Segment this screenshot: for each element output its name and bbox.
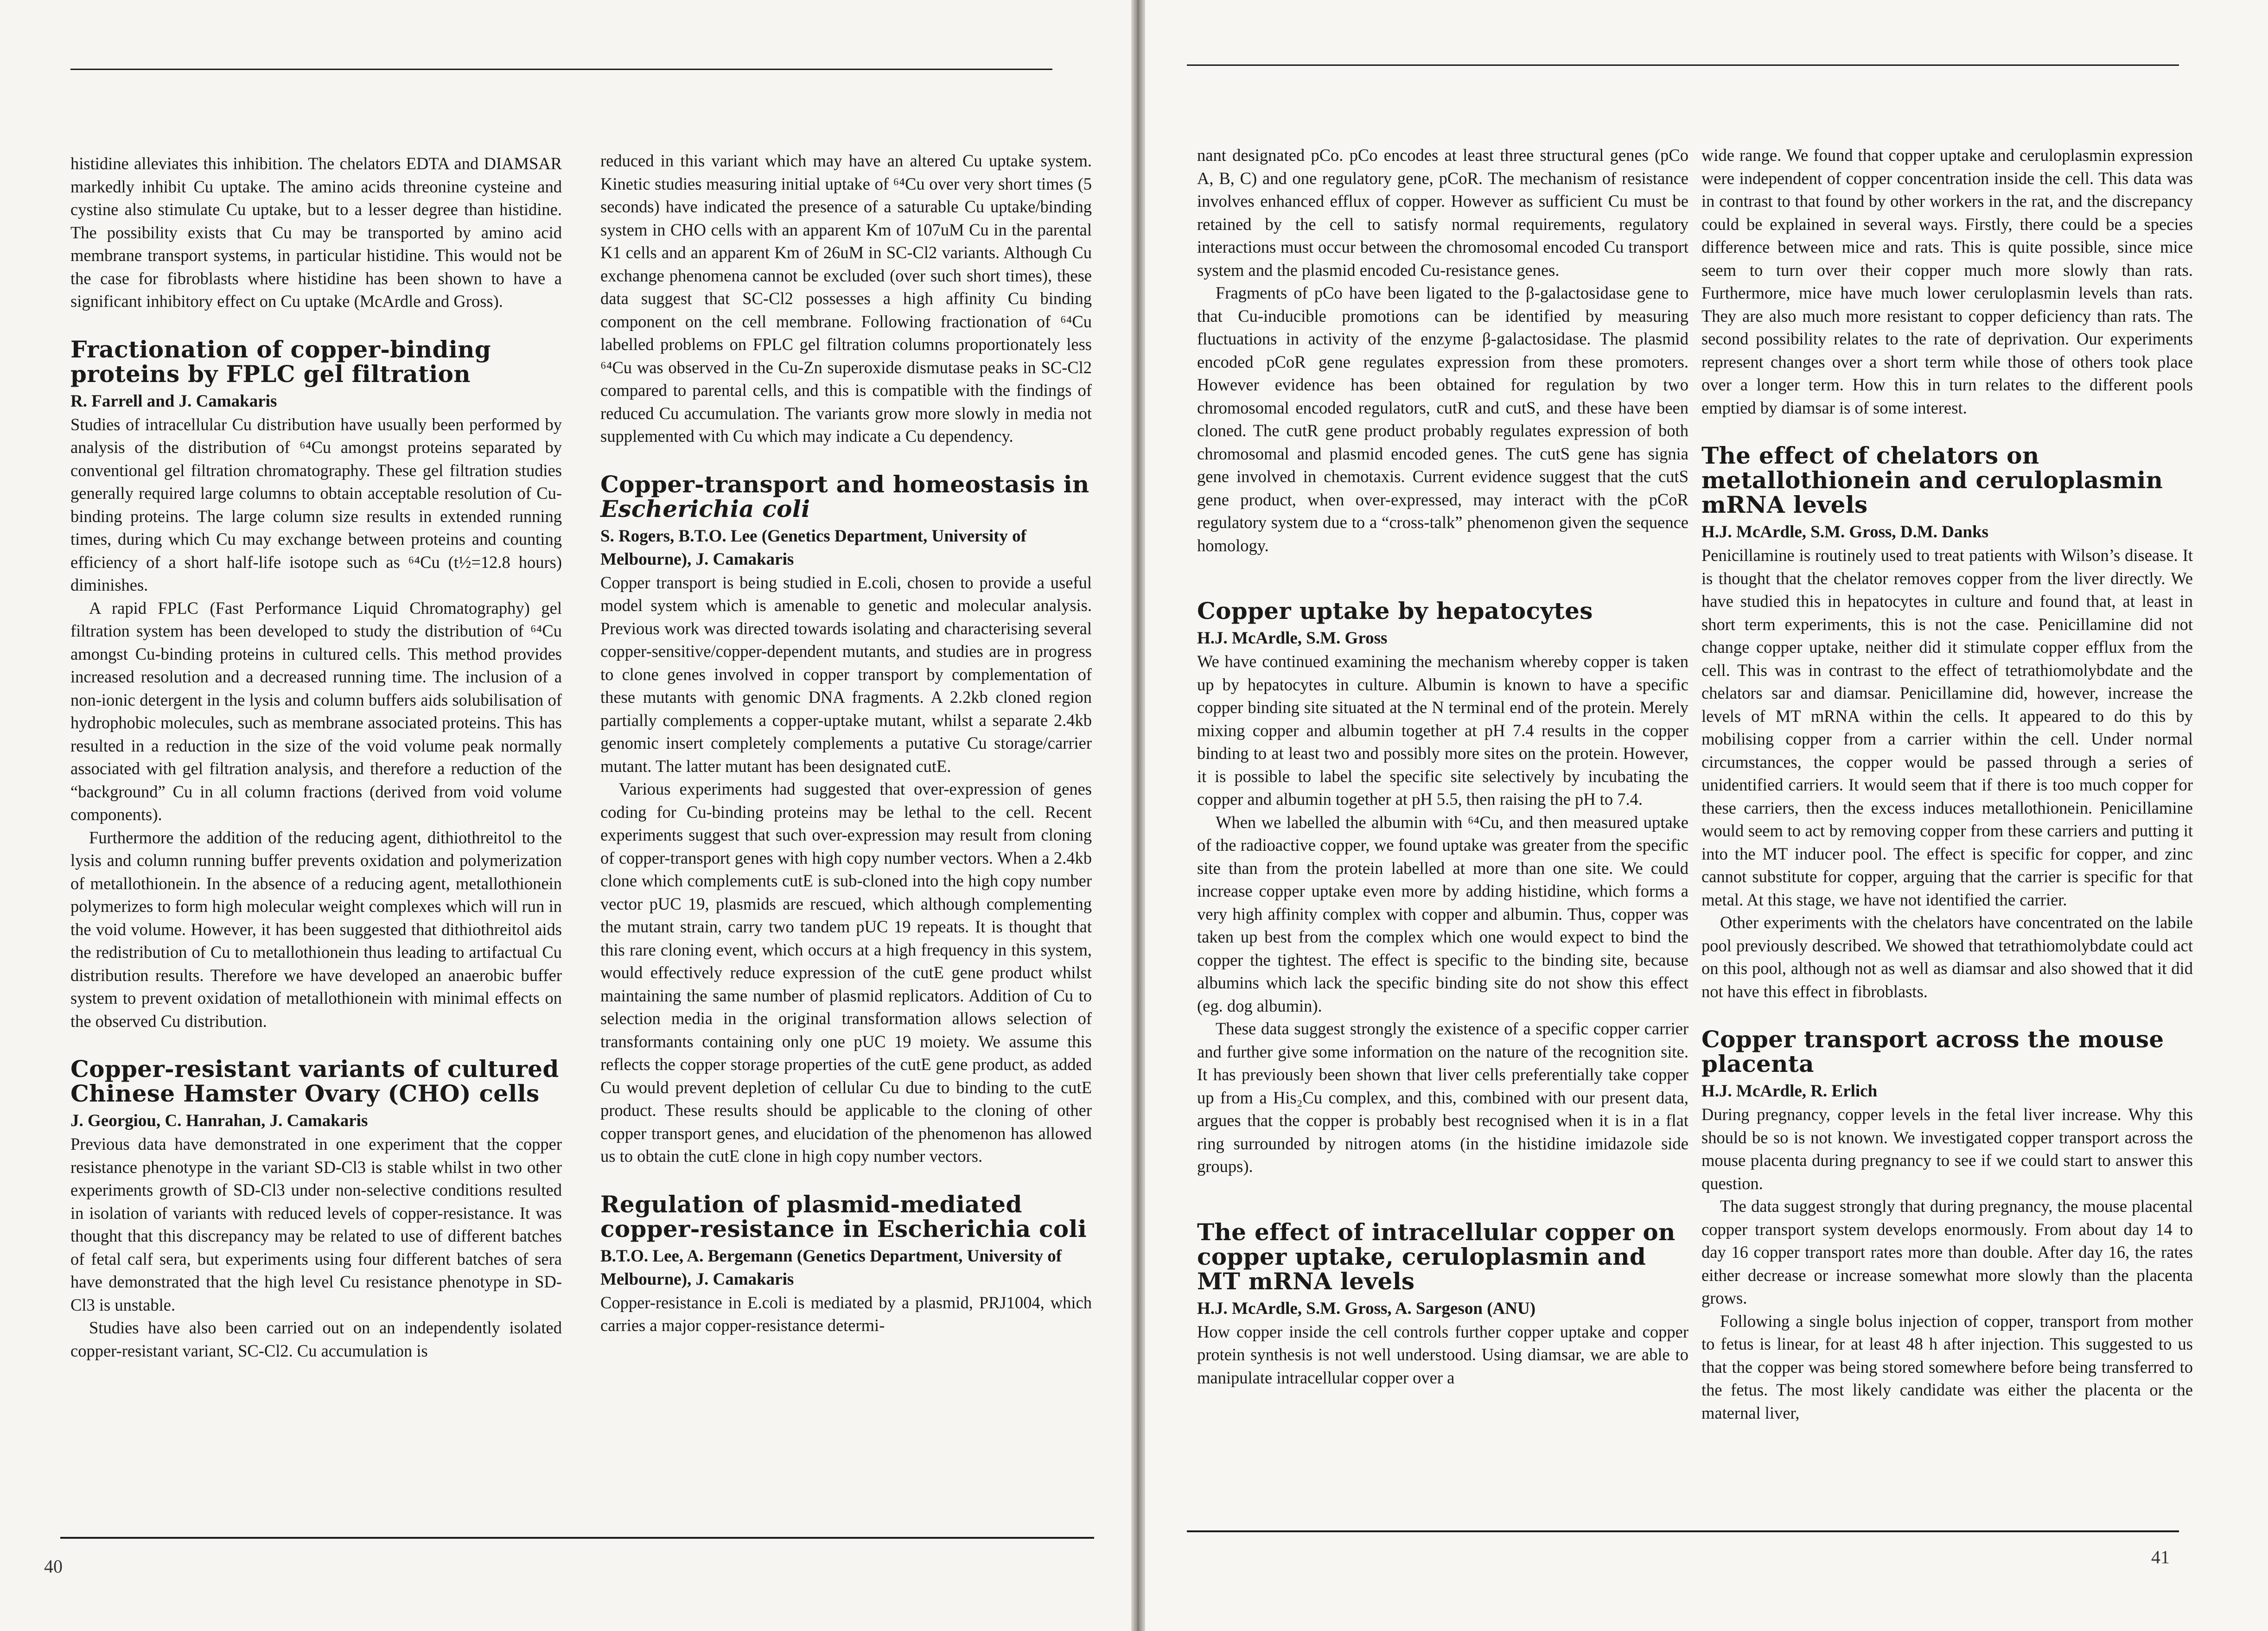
paragraph: When we labelled the albumin with ⁶⁴Cu, and then measured uptake of the radioactive copper, we found uptake was greater from the specific site than from the protein labelled at more than one site. We could increase copper uptake even more by adding histidine, which forms a very high affinity complex with copper and albumin. Thus, copper was taken up best from the complex which one would expect to bind the copper the tightest. The effect is specific to the binding site, because albumins which lack the specific binding site do not show this effect (eg. dog albumin). bbox=[1197, 812, 1688, 1015]
paragraph: Penicillamine is routinely used to treat patients with Wilson’s disease. It is thought that the chelator removes copper from the liver directly. We have studied this in hepatocytes in culture and found that, at least in short term experiments, this is not the case. Penicillamine did not change copper uptake, neither did it stimulate copper efflux from the cell. This was in contrast to the effect of tetrathiomolybdate and the chelators sar and diamsar. Penicillamine did, however, increase the levels of MT mRNA within the cells. It appeared to do this by mobilising copper from a carrier within the cell. Under normal circumstances, the copper would be passed through a series of unidentified carriers. It would seem that if there is too much copper for these carriers, then the excess induces metallothionein. Penicillamine would seem to act by removing copper from these carriers and putting it into the MT inducer pool. The effect is specific for copper, and zinc cannot substitute for copper, arguing that the carrier is specific for that metal. At this stage, we have not identified the carrier. bbox=[1701, 546, 2193, 909]
paragraph: Various experiments had suggested that over-expression of genes coding for Cu-binding proteins may be lethal to the cell. Recent experiments suggest that such over-expression may result from cloning of copper-transport genes with high copy number vectors. When a 2.4kb clone which complements cutE is sub-cloned into the high copy number vector pUC 19, plasmids are rescued, which although complementing the mutant strain, carry two tandem pUC 19 repeats. It is thought that this rare cloning event, which occurs at a high frequency in this system, would effectively reduce expression of the cutE gene product whilst maintaining the same number of plasmid replicators. Addition of Cu to selection media in the original transformation allows selection of transformants containing only one pUC 19 moiety. We assume this reflects the copper storage properties of the cutE gene product, as added Cu would prevent depletion of cellular Cu due to binding to the cutE product. These results should be applicable to the cloning of other copper transport genes, and elucidation of the phenomenon has allowed us to obtain the cutE clone in high copy number vectors. bbox=[600, 779, 1092, 1166]
article-title-cho: Copper-resistant variants of cultured Chinese Hamster Ovary (CHO) cells bbox=[70, 1055, 559, 1107]
article-authors-cho: J. Georgiou, C. Hanrahan, J. Camakaris bbox=[70, 1111, 368, 1130]
article-title-hepatocytes: Copper uptake by hepatocytes bbox=[1197, 597, 1593, 624]
paragraph: Copper-resistance in E.coli is mediated by a plasmid, PRJ1004, which carries a major copper-resistance determi- bbox=[600, 1293, 1092, 1335]
article-authors-fplc: R. Farrell and J. Camakaris bbox=[70, 391, 277, 411]
continuation-paragraph: reduced in this variant which may have an altered Cu uptake system. Kinetic studies measuring initial uptake of ⁶⁴Cu over very short times (5 seconds) have indicated the presence of a saturable Cu uptake/binding system in CHO cells with an apparent Km of 107uM Cu in the parental K1 cells and an apparent Km of 26uM in SC-Cl2 variants. Although Cu exchange phenomena cannot be excluded (over such short times), these data suggest that SC-Cl2 possesses a high affinity Cu binding component on the cell membrane. Following fractionation of ⁶⁴Cu labelled problems on FPLC gel filtration columns proportionately less ⁶⁴Cu was observed in the Cu-Zn superoxide dismutase peaks in SC-Cl2 compared to parental cells, and this is compatible with the findings of reduced Cu accumulation. The variants grow more slowly in media not supplemented with Cu which may indicate a Cu dependency. bbox=[600, 151, 1092, 446]
left-footer-rule bbox=[60, 1537, 1094, 1539]
right-footer-rule bbox=[1187, 1530, 2179, 1532]
paragraph: Fragments of pCo have been ligated to the β-galactosidase gene to that Cu-inducible promotions can be identified by measuring fluctuations in activity of the enzyme β-galactosidase. The plasmid encoded pCoR gene regulates expression from these promoters. However evidence has been obtained for regulation by two chromosomal encoded regulators, cutR and cutS, and these have been cloned. The cutR gene product probably regulates expression of both chromosomal and plasmid encoded genes. The cutS gene has signia gene involved in chemotaxis. Current evidence suggest that the cutS gene product, when over-expressed, may interact with the pCoR regulatory system due to a “cross-talk” phenomenon given the sequence homology. bbox=[1197, 283, 1688, 555]
column-4 bbox=[1701, 144, 2193, 1424]
right-header-rule bbox=[1187, 64, 2179, 66]
continuation-paragraph: nant designated pCo. pCo encodes at least three structural genes (pCo A, B, C) and one regulatory gene, pCoR. The mechanism of resistance involves enhanced efflux of copper. However as sufficient Cu must be retained by the cell to satisfy normal requirements, regulatory interactions must occur between the chromosomal encoded Cu transport system and the plasmid encoded Cu-resistance genes. bbox=[1197, 146, 1688, 280]
intro-paragraph: histidine alleviates this inhibition. The chelators EDTA and DIAMSAR markedly inhibit Cu uptake. The amino acids threonine cysteine and cystine also stimulate Cu uptake, but to a lesser degree than histidine. The possibility exists that Cu may be transported by amino acid membrane transport systems, in particular histidine. This would not be the case for fibroblasts where histidine has been shown to have a significant inhibitory effect on Cu uptake (McArdle and Gross). bbox=[70, 154, 562, 311]
paragraph: A rapid FPLC (Fast Performance Liquid Chromatography) gel filtration system has been developed to study the distribution of ⁶⁴Cu amongst Cu-binding proteins in cultured cells. This method provides increased resolution and a decreased running time. The inclusion of a non-ionic detergent in the lysis and column buffers aids solubilisation of hydrophobic molecules, such as membrane associated proteins. This has resulted in a reduction in the size of the void volume peak normally associated with gel filtration analysis, and therefore a reduction of the “background” Cu in all column fractions (derived from void volume components). bbox=[70, 598, 562, 824]
paragraph: Other experiments with the chelators have concentrated on the labile pool previously described. We showed that tetrathiomolybdate could act on this pool, although not as well as diamsar and also showed that it did not have this effect in fibroblasts. bbox=[1701, 913, 2193, 1001]
book-gutter bbox=[1131, 0, 1145, 1631]
paragraph: Studies of intracellular Cu distribution have usually been performed by analysis of the distribution of ⁶⁴Cu amongst proteins separated by conventional gel filtration chromatography. These gel filtration studies generally required large columns to obtain acceptable resolution of Cu-binding proteins. The large column size results in extended running times, during which Cu may exchange between proteins and counting efficiency of a short half-life isotope such as ⁶⁴Cu (t½=12.8 hours) diminishes. bbox=[70, 414, 562, 594]
article-authors-ecoli-transport: S. Rogers, B.T.O. Lee (Genetics Department, University of Melbourne), J. Camakaris bbox=[600, 526, 1027, 569]
title-plain: Copper-transport and homeostasis in bbox=[600, 470, 1089, 498]
article-authors-chelators: H.J. McArdle, S.M. Gross, D.M. Danks bbox=[1701, 522, 1989, 542]
article-title-ecoli-transport bbox=[600, 472, 1092, 521]
paragraph: How copper inside the cell controls further copper uptake and copper protein synthesis is not well understood. Using diamsar, we are able to manipulate intracellular copper over a bbox=[1197, 1322, 1688, 1387]
left-header-rule bbox=[70, 69, 1052, 70]
paragraph: Furthermore the addition of the reducing agent, dithiothreitol to the lysis and column running buffer prevents oxidation and polymerization of metallothionein. In the absence of a reducing agent, metallothionein polymerizes to form high molecular weight complexes which will run in the void volume. However, it has been suggested that dithiothreitol aids the redistribution of Cu to metallothionein thus leading to artifactual Cu distribution results. Therefore we have developed an anaerobic buffer system to prevent oxidation of metallothionein with minimal effects on the observed Cu distribution. bbox=[70, 828, 562, 1031]
article-title-placenta: Copper transport across the mouse placenta bbox=[1701, 1026, 2164, 1077]
article-title-fplc: Fractionation of copper-binding proteins by FPLC gel filtration bbox=[70, 335, 491, 388]
article-authors-intracellular-copper: H.J. McArdle, S.M. Gross, A. Sargeson (ANU) bbox=[1197, 1299, 1536, 1318]
title-italic: Escherichia coli bbox=[600, 495, 810, 522]
left-page-number: 40 bbox=[44, 1556, 63, 1577]
paragraph: Studies have also been carried out on an independently isolated copper-resistant variant, SC-Cl2. Cu accumulation is bbox=[70, 1318, 562, 1360]
column-3 bbox=[1197, 144, 1688, 1389]
article-authors-plasmid-regulation: B.T.O. Lee, A. Bergemann (Genetics Department, University of Melbourne), J. Camakaris bbox=[600, 1246, 1062, 1289]
column-1 bbox=[70, 152, 562, 1362]
continuation-paragraph: wide range. We found that copper uptake and ceruloplasmin expression were independent of copper concentration inside the cell. This data was in contrast to that found by other workers in the rat, and the discrepancy could be explained in several ways. Firstly, there could be a species difference between mice and rats. This is quite possible, since mice seem to turn over their copper much more slowly than rats. Furthermore, mice have much lower ceruloplasmin levels than rats. They are also much more resistant to copper deficiency than rats. The second possibility relates to the rate of deprivation. Our experiments represent changes over a short term while those of others took place over a longer term. How this in turn relates to the different pools emptied by diamsar is of some interest. bbox=[1701, 146, 2193, 417]
paragraph: Previous data have demonstrated in one experiment that the copper resistance phenotype in the variant SD-Cl3 is stable whilst in two other experiments growth of SD-Cl3 under non-selective conditions resulted in isolation of variants with reduced levels of copper-resistance. It was thought that this discrepancy may be related to use of different batches of fetal calf sera, but experiments using four different batches of sera have demonstrated that the high level Cu resistance phenotype in SD-Cl3 is unstable. bbox=[70, 1134, 562, 1314]
paragraph: During pregnancy, copper levels in the fetal liver increase. Why this should be so is not known. We investigated copper transport across the mouse placenta during pregnancy to see if we could start to answer this question. bbox=[1701, 1105, 2193, 1193]
paragraph: Copper transport is being studied in E.coli, chosen to provide a useful model system which is amenable to genetic and molecular analysis. Previous work was directed towards isolating and characterising several copper-sensitive/copper-dependent mutants, and studies are in progress to clone genes involved in copper transport by complementation of these mutants with genomic DNA fragments. A 2.2kb cloned region partially complements a copper-uptake mutant, whilst a separate 2.4kb genomic insert completely complements a putative Cu storage/carrier mutant. The latter mutant has been designated cutE. bbox=[600, 573, 1092, 776]
article-title-intracellular-copper: The effect of intracellular copper on copper uptake, ceruloplasmin and MT mRNA levels bbox=[1197, 1218, 1676, 1295]
article-title-chelators: The effect of chelators on metallothionein and ceruloplasmin mRNA levels bbox=[1701, 442, 2163, 518]
paragraph: These data suggest strongly the existence of a specific copper carrier and further give some information on the nature of the recognition site. It has previously been shown that liver cells preferentially take copper up from a His₂Cu complex, and this, combined with our present data, argues that the copper is probably best recognised when it is in a flat ring surrounded by nitrogen atoms (in the histidine imidazole side groups). bbox=[1197, 1019, 1688, 1176]
paragraph: Following a single bolus injection of copper, transport from mother to fetus is linear, for at least 48 h after injection. This suggested to us that the copper was being stored somewhere before being transferred to the fetus. The most likely candidate was either the placenta or the maternal liver, bbox=[1701, 1311, 2193, 1422]
paragraph: We have continued examining the mechanism whereby copper is taken up by hepatocytes in culture. Albumin is known to have a specific copper binding site situated at the N terminal end of the protein. Merely mixing copper and albumin together at pH 7.4 results in the copper binding to at least two and possibly more sites on the protein. However, it is possible to label the specific site selectively by incubating the copper and albumin together at pH 5.5, then raising the pH to 7.4. bbox=[1197, 652, 1688, 809]
right-page-number: 41 bbox=[2151, 1547, 2170, 1567]
column-2 bbox=[600, 149, 1092, 1337]
article-authors-placenta: H.J. McArdle, R. Erlich bbox=[1701, 1082, 1878, 1101]
article-title-plasmid-regulation: Regulation of plasmid-mediated copper-resistance in Escherichia coli bbox=[600, 1190, 1087, 1242]
paragraph: The data suggest strongly that during pregnancy, the mouse placental copper transport system develops enormously. From about day 14 to day 16 copper transport rates more than double. After day 16, the rates either decrease or increase somewhat more slowly than the placenta grows. bbox=[1701, 1197, 2193, 1307]
article-authors-hepatocytes: H.J. McArdle, S.M. Gross bbox=[1197, 629, 1388, 648]
